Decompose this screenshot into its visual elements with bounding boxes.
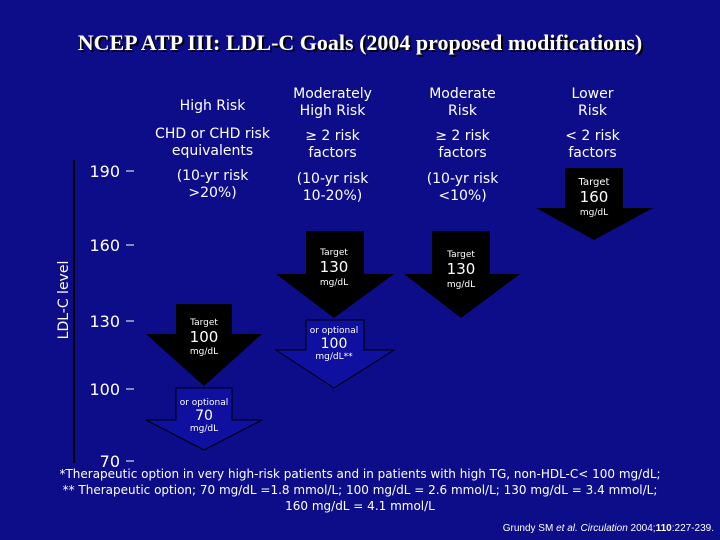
y-tick-190: 190 <box>89 162 120 181</box>
optional-value-moderately-high-risk: 100 <box>320 336 348 352</box>
chart-title: NCEP ATP III: LDL-C Goals (2004 proposed modifications) <box>77 30 643 55</box>
optional-unit-moderately-high-risk: mg/dL** <box>315 352 353 362</box>
column-header-moderately-high-risk: Moderately High Risk <box>293 86 372 119</box>
y-tick-70: 70 <box>99 452 120 471</box>
criteria-moderately-high-risk: ≥ 2 risk factors <box>305 128 360 161</box>
criteria-moderate-risk: ≥ 2 risk factors <box>435 128 490 161</box>
target-label-high-risk: Target <box>190 318 218 328</box>
y-tick-130: 130 <box>89 312 120 331</box>
citation-journal: et al. Circulation <box>556 523 628 534</box>
column-header-lower-risk: Lower Risk <box>571 86 614 119</box>
y-tick-100: 100 <box>89 380 120 399</box>
target-label-moderately-high-risk: Target <box>320 248 348 258</box>
target-value-lower-risk: 160 <box>579 188 609 206</box>
target-unit-moderate-risk: mg/dL <box>446 280 476 290</box>
footnote: *Therapeutic option in very high-risk patients and in patients with high TG, non-HDL-C< 100 mg/dL; ** Therapeutic option; 70 mg/dL =1.8 mmol/L; 100 mg/dL = 2.6 mmol/L; 130 mg/dL = 3.4 mmol/L; 160 mg/dL = 4.1 mmol/L <box>59 467 661 513</box>
target-label-moderate-risk-group <box>419 250 503 290</box>
citation <box>503 523 714 534</box>
target-value-high-risk: 100 <box>189 328 219 346</box>
risk-range-moderately-high-risk: (10-yr risk 10-20%) <box>296 171 369 204</box>
optional-label-moderately-high-risk: or optional <box>309 326 359 336</box>
column-header-high-risk: High Risk <box>179 98 246 114</box>
criteria-lower-risk: < 2 risk factors <box>565 128 620 161</box>
target-unit-high-risk: mg/dL <box>189 347 219 357</box>
column-header-moderate-risk: Moderate Risk <box>429 86 496 119</box>
optional-label-moderately-high-risk-group <box>292 326 376 362</box>
optional-label-high-risk: or optional <box>179 398 229 408</box>
target-value-moderately-high-risk: 130 <box>319 258 349 276</box>
citation-year: 2004; <box>627 523 656 534</box>
optional-label-high-risk-group <box>162 398 246 434</box>
risk-range-moderate-risk: (10-yr risk <10%) <box>426 171 499 204</box>
optional-unit-high-risk: mg/dL <box>189 424 219 434</box>
target-label-moderate-risk: Target <box>447 250 475 260</box>
citation-author: Grundy SM <box>502 523 557 534</box>
target-label-lower-risk-group <box>552 177 636 218</box>
citation-volume: 110 <box>655 523 672 534</box>
optional-value-high-risk: 70 <box>195 408 213 424</box>
target-unit-moderately-high-risk: mg/dL <box>319 278 349 288</box>
target-value-moderate-risk: 130 <box>446 260 476 278</box>
target-label-lower-risk: Target <box>578 177 610 188</box>
criteria-high-risk: CHD or CHD risk equivalents <box>155 126 270 159</box>
risk-range-high-risk: (10-yr risk >20%) <box>176 168 249 201</box>
y-axis-label: LDL-C level <box>56 260 72 340</box>
target-label-high-risk-group <box>162 318 246 357</box>
target-unit-lower-risk: mg/dL <box>579 208 609 218</box>
y-tick-160: 160 <box>89 236 120 255</box>
citation-pages: :227-239. <box>671 523 714 534</box>
target-label-moderately-high-risk-group <box>292 248 376 288</box>
